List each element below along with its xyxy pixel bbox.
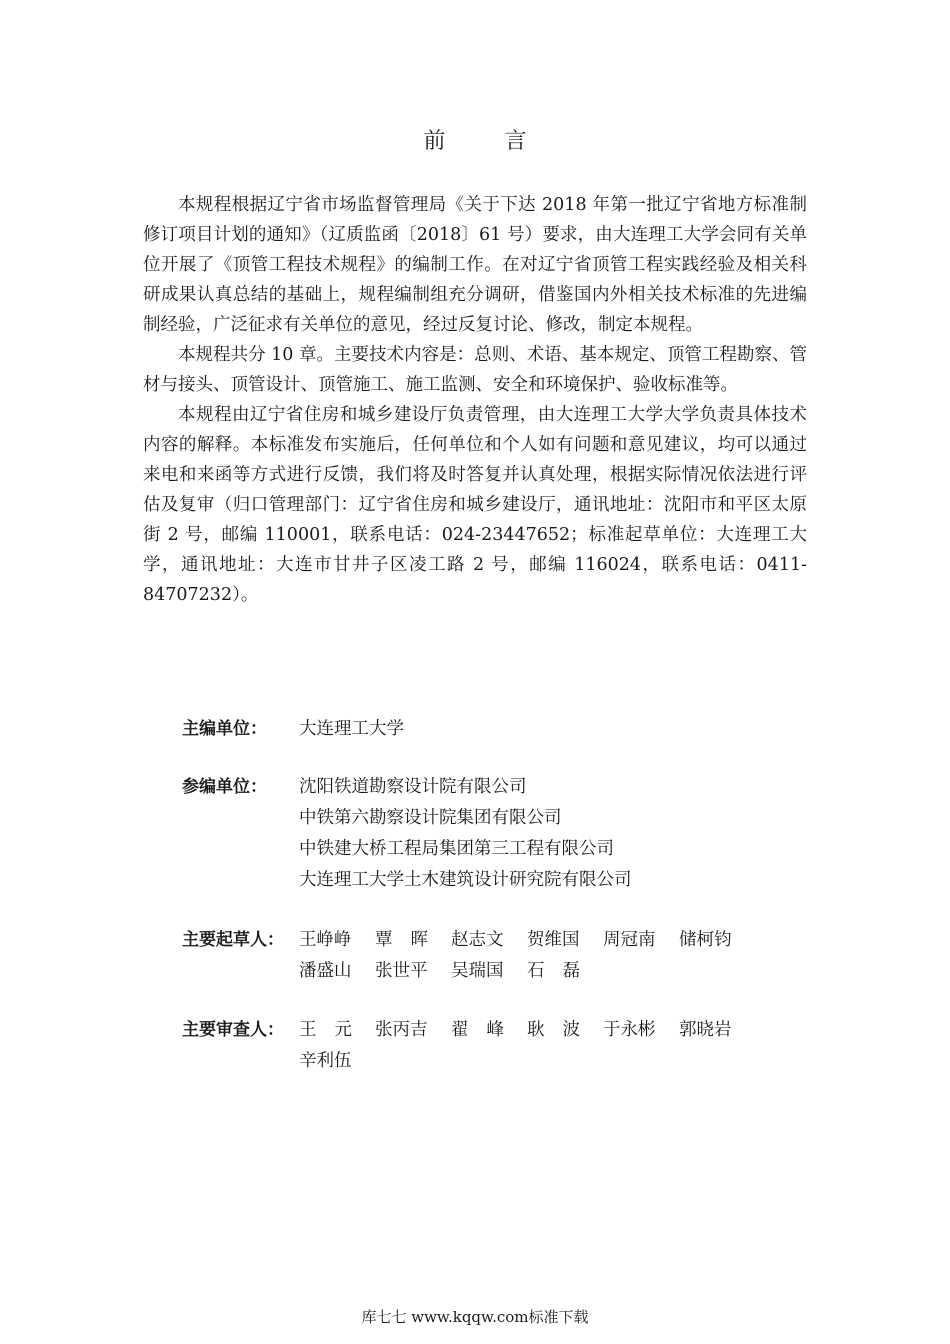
reviewer-name: 王元 (299, 1020, 370, 1040)
reviewer-name: 于永彬 (603, 1020, 656, 1040)
chief-unit-label: 主编单位： (182, 719, 267, 739)
reviewer-name: 张丙吉 (375, 1020, 428, 1040)
participating-units-label: 参编单位： (182, 777, 267, 797)
drafters-label: 主要起草人： (182, 930, 284, 950)
drafter-name: 覃晖 (375, 930, 446, 950)
participating-unit: 中铁第六勘察设计院集团有限公司 (299, 808, 562, 828)
footer-watermark: 库七七 www.kqqw.com标准下载 (361, 1308, 589, 1326)
drafter-name: 石磊 (527, 961, 598, 981)
drafter-name: 吴瑞国 (451, 961, 504, 981)
drafter-name: 潘盛山 (299, 961, 352, 981)
drafter-name: 赵志文 (451, 930, 504, 950)
participating-unit: 大连理工大学土木建筑设计研究院有限公司 (299, 870, 632, 890)
reviewer-name: 翟峰 (451, 1020, 522, 1040)
drafter-name: 贺维国 (527, 930, 580, 950)
page-title: 前 言 (423, 129, 553, 154)
paragraph-2: 本规程共分 10 章。主要技术内容是：总则、术语、基本规定、顶管工程勘察、管材与接头、顶管设计、顶管施工、施工监测、安全和环境保护、验收标准等。 (143, 345, 807, 395)
drafter-name: 张世平 (375, 961, 428, 981)
reviewers-label: 主要审查人： (182, 1020, 284, 1040)
reviewer-name: 郭晓岩 (679, 1020, 732, 1040)
drafter-name: 王峥峥 (299, 930, 352, 950)
participating-unit: 沈阳铁道勘察设计院有限公司 (299, 777, 527, 797)
preface-body (143, 190, 807, 610)
paragraph-1: 本规程根据辽宁省市场监督管理局《关于下达 2018 年第一批辽宁省地方标准制修订项目计划的通知》（辽质监函〔2018〕61 号）要求，由大连理工大学会同有关单位开展了《顶管工程技术规程》的编制工作。在对辽宁省顶管工程实践经验及相关科研成果认真总结的基础上，规程编制组充分调研，借鉴国内外相关技术标准的先进编制经验，广泛征求有关单位的意见，经过反复讨论、修改，制定本规程。 (143, 195, 807, 335)
drafter-name: 周冠南 (603, 930, 656, 950)
reviewer-name: 耿波 (527, 1020, 598, 1040)
chief-unit-value: 大连理工大学 (299, 719, 404, 739)
reviewer-name: 辛利伍 (299, 1051, 352, 1071)
participating-unit: 中铁建大桥工程局集团第三工程有限公司 (299, 839, 614, 859)
paragraph-3: 本规程由辽宁省住房和城乡建设厅负责管理，由大连理工大学大学负责具体技术内容的解释。本标准发布实施后，任何单位和个人如有问题和意见建议，均可以通过来电和来函等方式进行反馈，我们将及时答复并认真处理，根据实际情况依法进行评估及复审（归口管理部门：辽宁省住房和城乡建设厅，通讯地址：沈阳市和平区太原街 2 号，邮编 110001，联系电话：024-23447652；标准起草单位：大连理工大学，通讯地址：大连市甘井子区凌工路 2 号，邮编 116024，联系电话：0411-84707232）。 (143, 405, 807, 605)
drafter-name: 储柯钧 (679, 930, 732, 950)
